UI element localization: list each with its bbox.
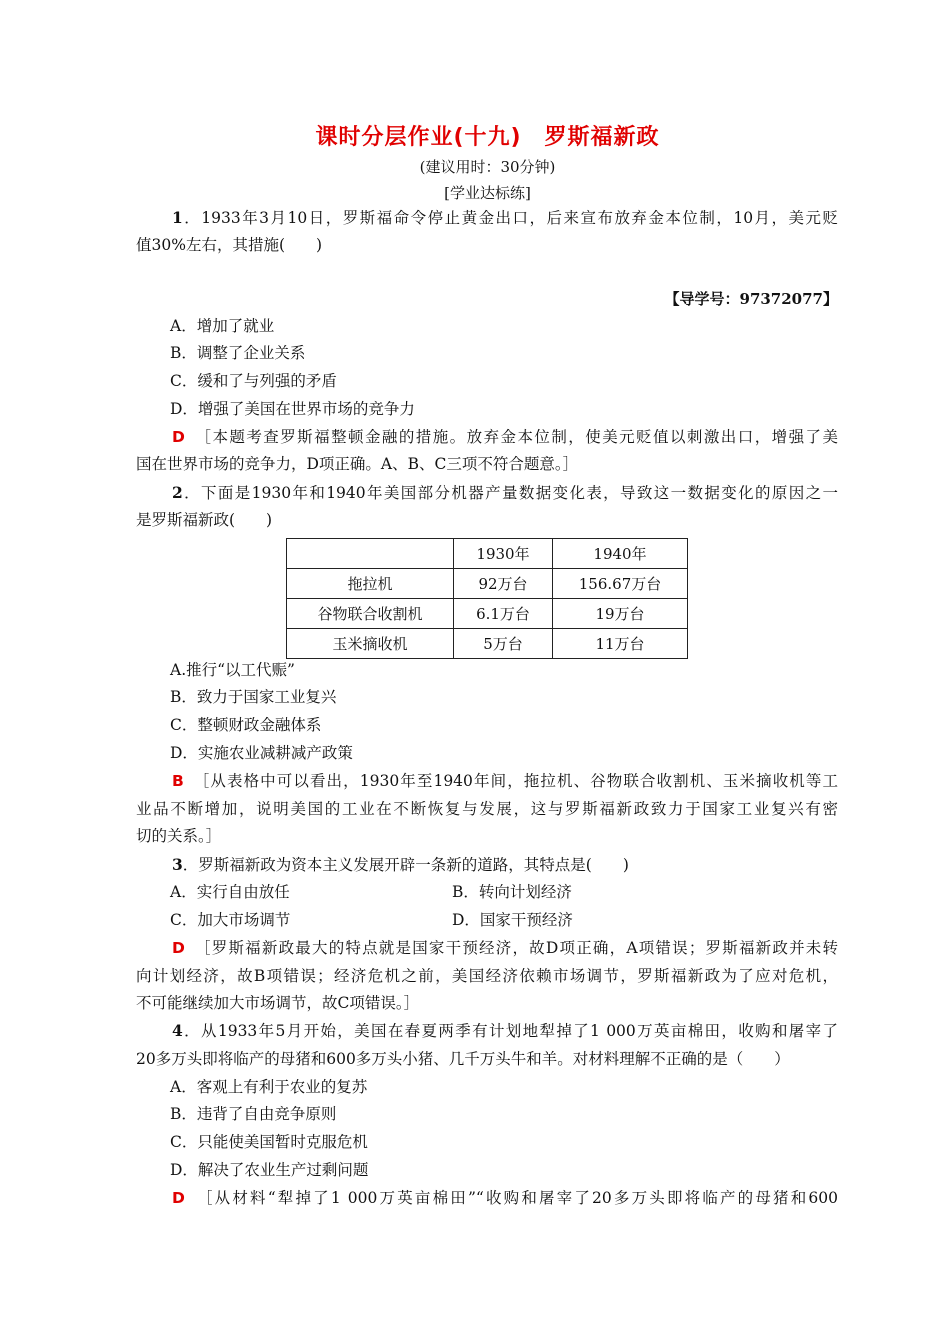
suggested-time: (建议用时：30分钟) [419, 158, 556, 176]
table-cell: 5万台 [454, 629, 553, 659]
machine-production-table [286, 538, 688, 659]
q1-stem-line1: 1．1933年3月10日，罗斯福命令停止黄金出口，后来宣布放弃金本位制，10月，美元贬 [172, 208, 838, 227]
q2-option-a: A.推行“以工代赈” [170, 661, 295, 679]
q3-explanation-line3: 不可能继续加大市场调节，故C项错误。］ [136, 994, 420, 1012]
q1-answer: D [172, 428, 185, 446]
q1-guide-number: 【导学号：97372077】 [664, 290, 838, 308]
table-cell: 19万台 [553, 599, 688, 629]
q2-number: 2 [172, 483, 183, 502]
q4-answer: D [172, 1189, 185, 1207]
q4-option-b: B．违背了自由竞争原则 [170, 1105, 337, 1123]
q2-answer: B [172, 772, 184, 790]
q3-option-b: B．转向计划经济 [452, 883, 572, 901]
q4-stem-line2: 20多万头即将临产的母猪和600多万头小猪、几千万头牛和羊。对材料理解不正确的是（ ） [136, 1050, 790, 1068]
q2-option-c: C．整顿财政金融体系 [170, 716, 322, 734]
q1-stem-line2: 值30%左右，其措施( ) [136, 236, 323, 254]
table-header-row [287, 539, 688, 569]
table-cell: 玉米摘收机 [287, 629, 454, 659]
q2-stem-line2: 是罗斯福新政( ) [136, 511, 273, 529]
table-row [287, 599, 688, 629]
q4-option-d: D．解决了农业生产过剩问题 [170, 1161, 369, 1179]
q3-explanation-line2: 向计划经济，故B项错误；经济危机之前，美国经济依赖市场调节，罗斯福新政为了应对危机， [136, 967, 838, 985]
table-row [287, 629, 688, 659]
table-header-cell: 1930年 [454, 539, 553, 569]
page-title: 课时分层作业(十九) 罗斯福新政 [315, 125, 660, 150]
q2-option-b: B．致力于国家工业复兴 [170, 688, 337, 706]
q3-option-c: C．加大市场调节 [170, 911, 291, 929]
q3-stem: 3．罗斯福新政为资本主义发展开辟一条新的道路，其特点是( ) [172, 855, 629, 874]
q1-number: 1 [172, 208, 183, 227]
q4-option-c: C．只能使美国暂时克服危机 [170, 1133, 368, 1151]
q1-option-b: B．调整了企业关系 [170, 344, 306, 362]
q3-option-a: A．实行自由放任 [170, 883, 290, 901]
table-cell: 92万台 [454, 569, 553, 599]
table-row [287, 569, 688, 599]
q4-explanation-line1: D ［从材料“犁掉了1 000万英亩棉田”“收购和屠宰了20多万头即将临产的母猪和600 [172, 1189, 838, 1207]
table-cell: 11万台 [553, 629, 688, 659]
q3-number: 3 [172, 855, 183, 874]
table-header-cell [287, 539, 454, 569]
q2-explanation-line1: B ［从表格中可以看出，1930年至1940年间，拖拉机、谷物联合收割机、玉米摘收机等工 [172, 772, 838, 790]
q3-option-d: D．国家干预经济 [452, 911, 573, 929]
q2-explanation-line2: 业品不断增加，说明美国的工业在不断恢复与发展，这与罗斯福新政致力于国家工业复兴有密 [136, 800, 838, 818]
section-heading: [学业达标练] [444, 184, 531, 202]
table-cell: 拖拉机 [287, 569, 454, 599]
q1-option-d: D．增强了美国在世界市场的竞争力 [170, 400, 415, 418]
q4-number: 4 [172, 1021, 183, 1040]
q1-option-a: A．增加了就业 [170, 317, 275, 335]
table-header-cell: 1940年 [553, 539, 688, 569]
table-cell: 谷物联合收割机 [287, 599, 454, 629]
table-cell: 6.1万台 [454, 599, 553, 629]
q3-explanation-line1: D ［罗斯福新政最大的特点就是国家干预经济，故D项正确，A项错误；罗斯福新政并未转 [172, 939, 838, 957]
q1-explanation-line1: D ［本题考查罗斯福整顿金融的措施。放弃金本位制，使美元贬值以刺激出口，增强了美 [172, 428, 838, 446]
q2-stem-line1: 2．下面是1930年和1940年美国部分机器产量数据变化表，导致这一数据变化的原因之一 [172, 483, 838, 502]
q2-option-d: D．实施农业减耕减产政策 [170, 744, 353, 762]
q2-explanation-line3: 切的关系。］ [136, 827, 222, 845]
q4-option-a: A．客观上有利于农业的复苏 [170, 1078, 368, 1096]
q1-explanation-line2: 国在世界市场的竞争力，D项正确。A、B、C三项不符合题意。］ [136, 455, 579, 473]
q4-stem-line1: 4．从1933年5月开始，美国在春夏两季有计划地犁掉了1 000万英亩棉田，收购和屠宰了 [172, 1021, 838, 1040]
table-cell: 156.67万台 [553, 569, 688, 599]
q1-option-c: C．缓和了与列强的矛盾 [170, 372, 337, 390]
q3-answer: D [172, 939, 185, 957]
